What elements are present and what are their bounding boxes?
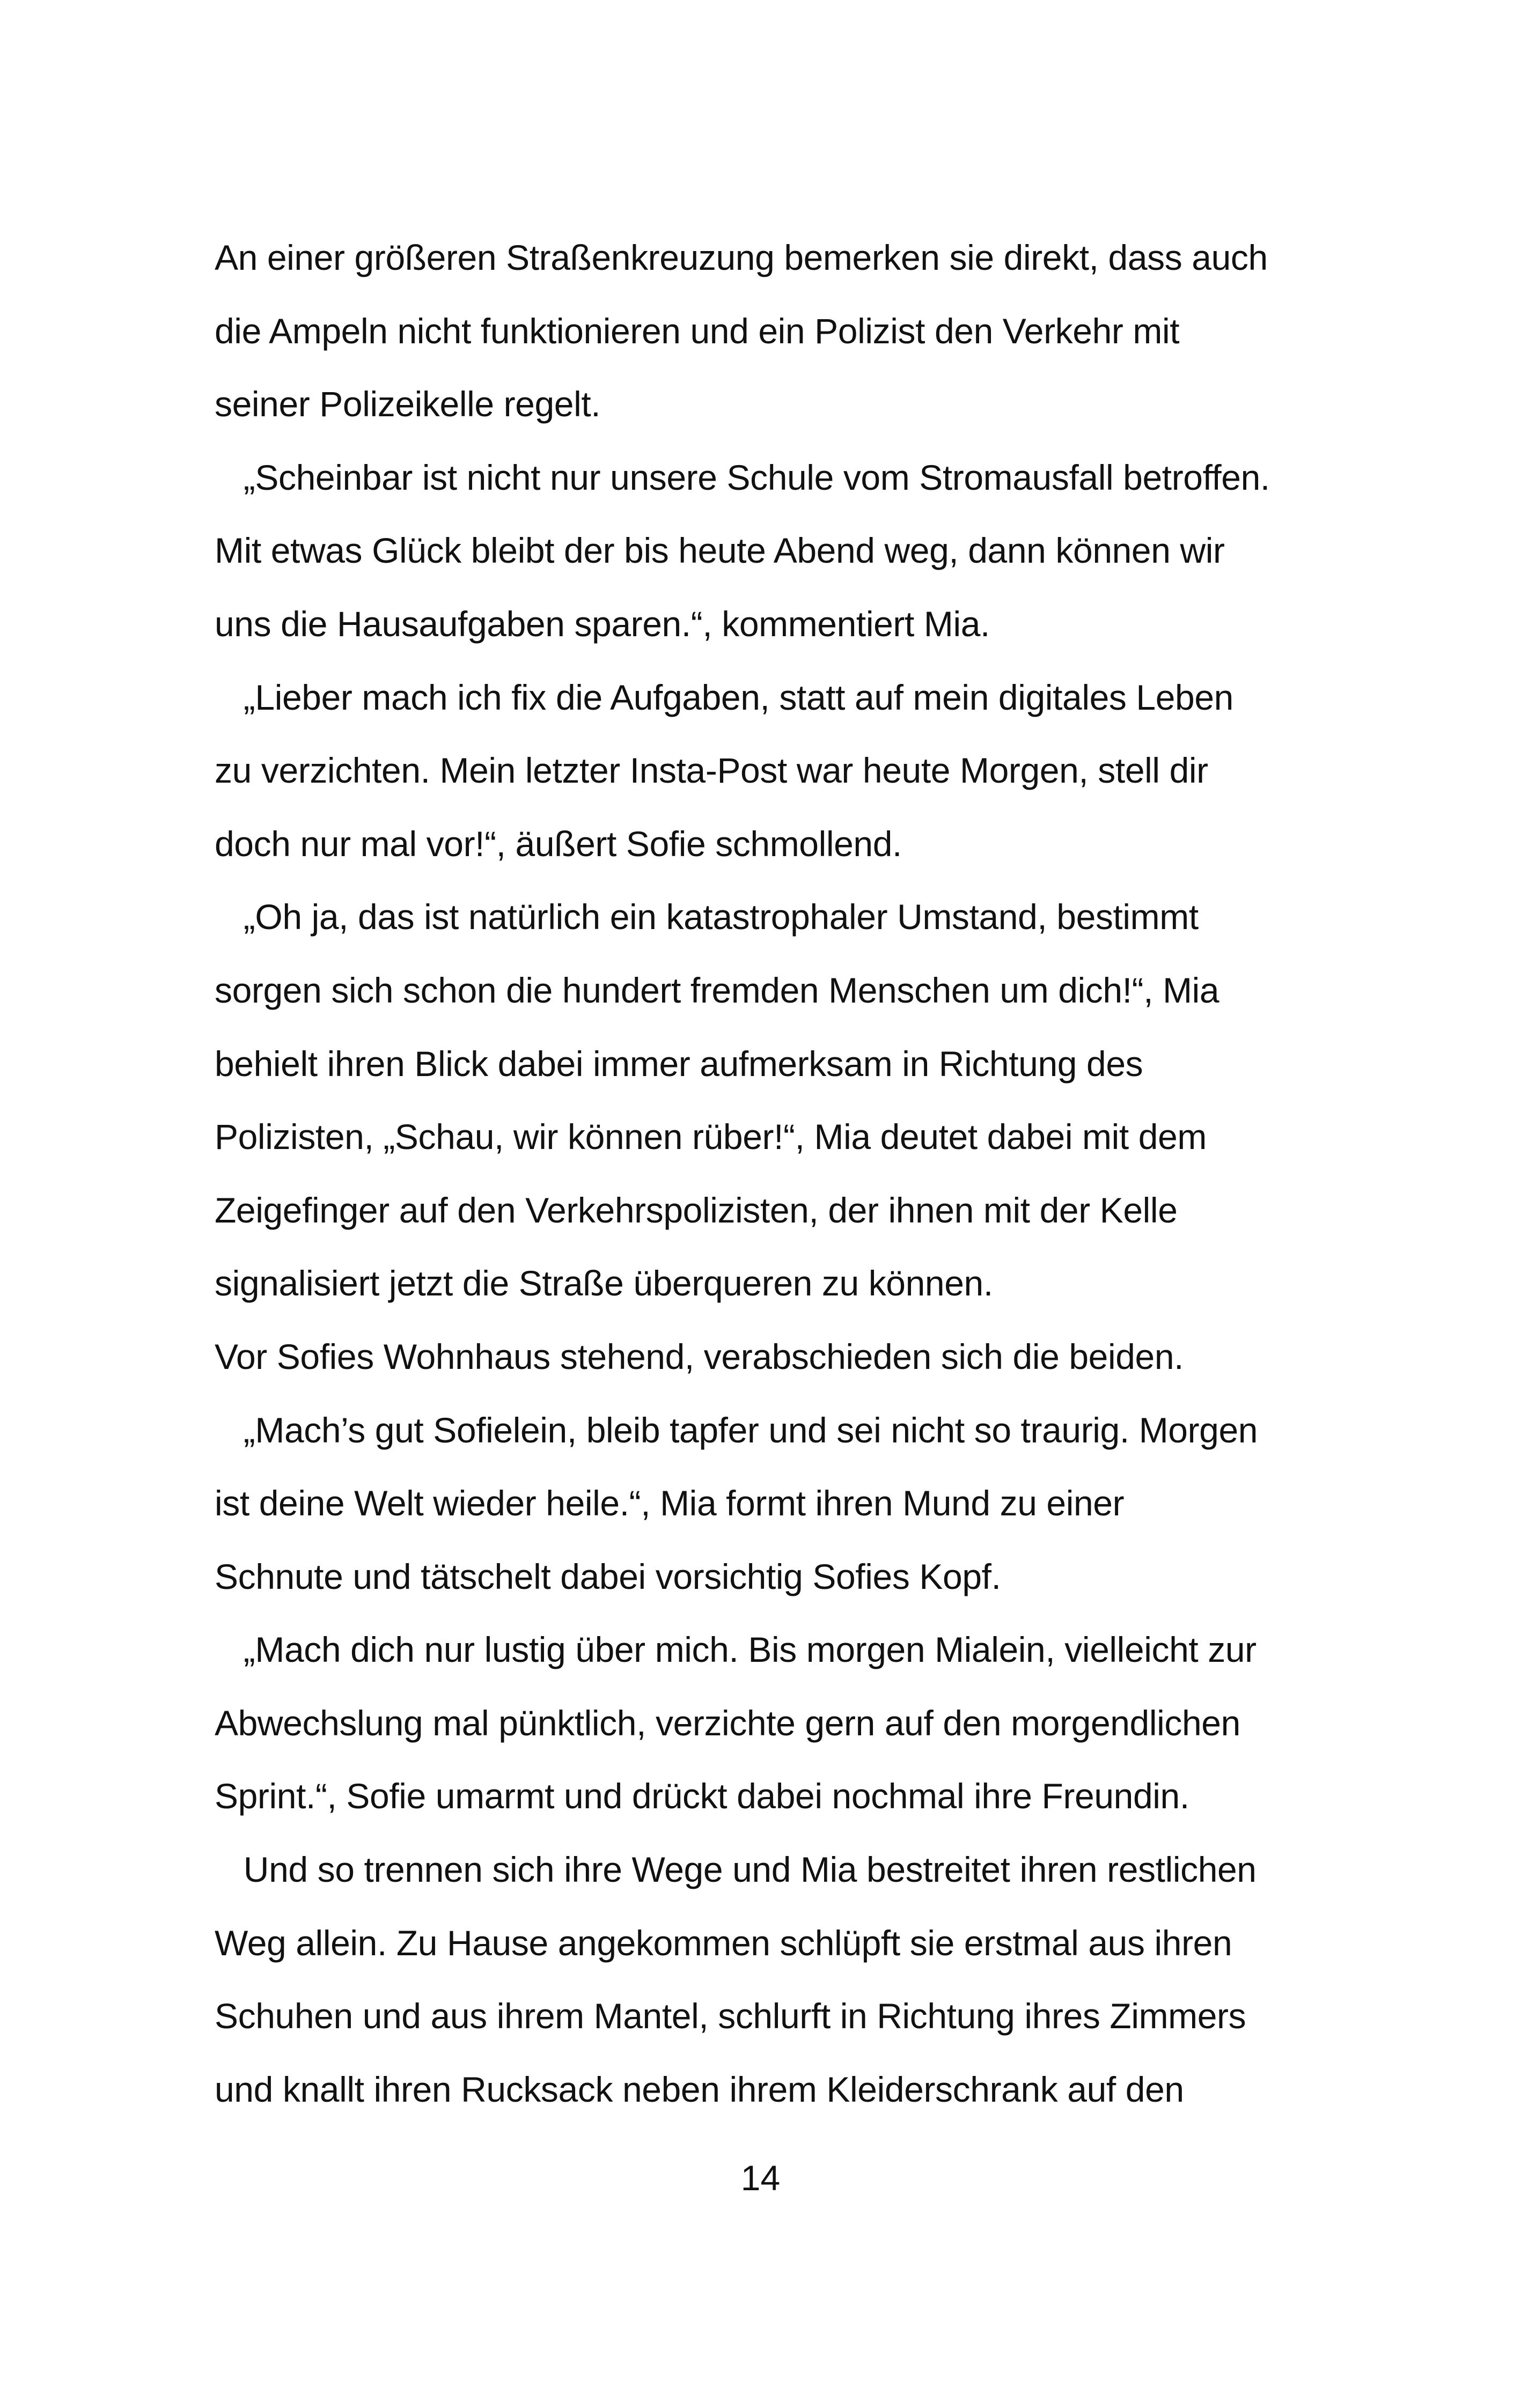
text-line: „Scheinbar ist nicht nur unsere Schule vom Stromausfall betroffen. xyxy=(215,457,1270,497)
text-line: behielt ihren Blick dabei immer aufmerksam in Richtung des xyxy=(215,1043,1143,1084)
text-line: die Ampeln nicht funktionieren und ein Polizist den Verkehr mit xyxy=(215,311,1180,351)
text-line: und knallt ihren Rucksack neben ihrem Kleiderschrank auf den xyxy=(215,2069,1184,2109)
text-line: Zeigefinger auf den Verkehrspolizisten, der ihnen mit der Kelle xyxy=(215,1190,1178,1230)
text-line: Weg allein. Zu Hause angekommen schlüpft sie erstmal aus ihren xyxy=(215,1923,1232,1963)
text-line: Sprint.“, Sofie umarmt und drückt dabei nochmal ihre Freundin. xyxy=(215,1776,1189,1816)
text-line: Und so trennen sich ihre Wege und Mia bestreitet ihren restlichen xyxy=(215,1850,1257,1890)
text-line: „Lieber mach ich fix die Aufgaben, statt auf mein digitales Leben xyxy=(215,677,1233,717)
text-line: Polizisten, „Schau, wir können rüber!“, Mia deutet dabei mit dem xyxy=(215,1117,1207,1157)
text-line: Schuhen und aus ihrem Mantel, schlurft in Richtung ihres Zimmers xyxy=(215,1996,1246,2036)
text-line: „Mach dich nur lustig über mich. Bis morgen Mialein, vielleicht zur xyxy=(215,1630,1257,1670)
text-line: seiner Polizeikelle regelt. xyxy=(215,384,601,424)
text-line: ist deine Welt wieder heile.“, Mia formt ihren Mund zu einer xyxy=(215,1483,1125,1523)
text-line: „Mach’s gut Sofielein, bleib tapfer und sei nicht so traurig. Morgen xyxy=(215,1410,1258,1450)
text-line: zu verzichten. Mein letzter Insta-Post war heute Morgen, stell dir xyxy=(215,750,1208,791)
text-line: Mit etwas Glück bleibt der bis heute Abend weg, dann können wir xyxy=(215,531,1225,571)
text-line: sorgen sich schon die hundert fremden Menschen um dich!“, Mia xyxy=(215,970,1219,1010)
text-line: uns die Hausaufgaben sparen.“, kommentiert Mia. xyxy=(215,603,990,644)
text-line: doch nur mal vor!“, äußert Sofie schmollend. xyxy=(215,823,902,864)
text-line: Schnute und tätschelt dabei vorsichtig Sofies Kopf. xyxy=(215,1556,1001,1596)
text-line: „Oh ja, das ist natürlich ein katastrophaler Umstand, bestimmt xyxy=(215,897,1199,937)
text-line: Vor Sofies Wohnhaus stehend, verabschieden sich die beiden. xyxy=(215,1336,1184,1376)
page-number: 14 xyxy=(740,2158,781,2198)
text-line: An einer größeren Straßenkreuzung bemerken sie direkt, dass auch xyxy=(215,238,1268,277)
text-line: Abwechslung mal pünktlich, verzichte gern auf den morgendlichen xyxy=(215,1703,1240,1743)
body-text xyxy=(215,221,1347,2126)
text-line: signalisiert jetzt die Straße überqueren zu können. xyxy=(215,1263,993,1304)
